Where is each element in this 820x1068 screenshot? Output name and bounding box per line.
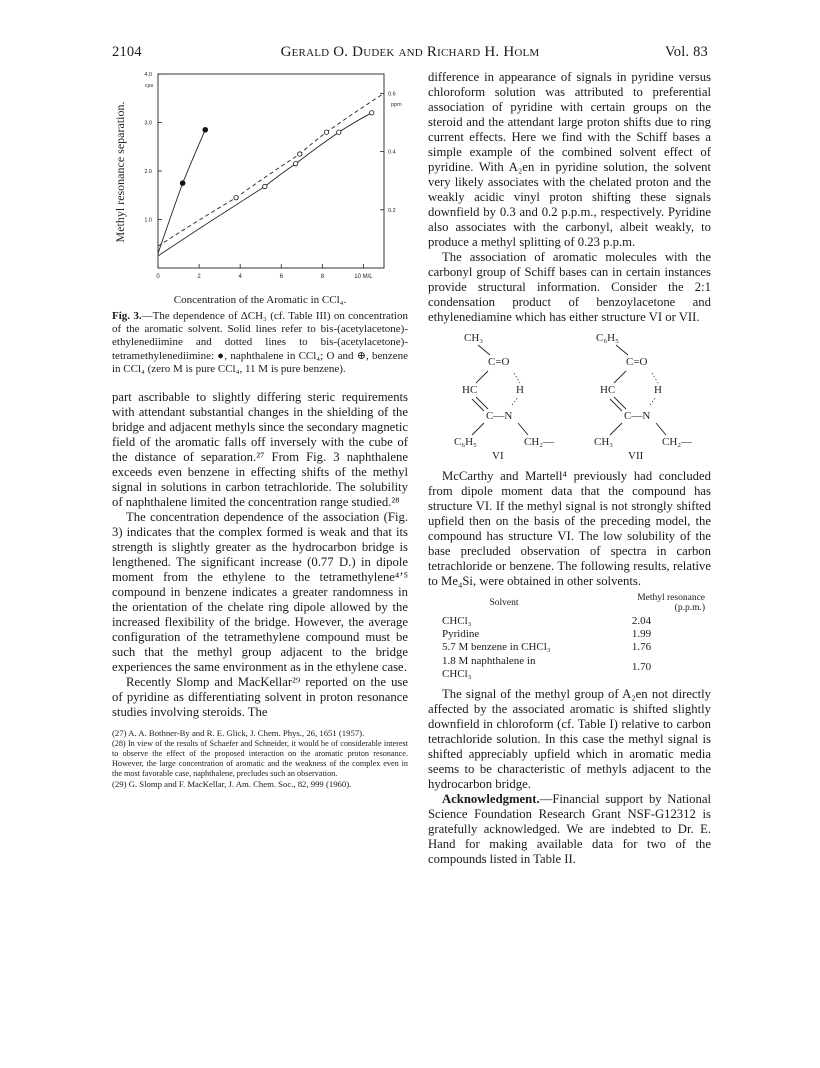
y-tick-label: 2.0 [144, 169, 152, 175]
y-axis-label: Methyl resonance separation. [113, 101, 127, 243]
solvent-cell: 5.7 M benzene in CHCl₃ [442, 641, 551, 654]
table-row [436, 628, 711, 641]
table-row [436, 615, 711, 628]
y-right-tick-label: 0.6 [388, 91, 396, 98]
volume-number: Vol. 83 [664, 44, 708, 60]
data-point [203, 127, 208, 132]
table-row [436, 641, 711, 654]
data-point [263, 184, 267, 188]
figure-3-chart [112, 64, 408, 292]
solvent-cell: 1.8 M naphthalene in CHCl₃ [442, 654, 536, 680]
vii-h: H [654, 384, 662, 396]
y-right-tick-label: 0.2 [388, 207, 396, 214]
structure-vii [594, 332, 693, 462]
resonance-column-header: Methyl resonance (p.p.m.) [637, 593, 705, 613]
data-point [180, 181, 185, 186]
vi-label: VI [492, 450, 504, 462]
y-tick-label: 1.0 [144, 217, 152, 224]
solvent-column-header: Solvent [489, 598, 519, 608]
running-head-authors: Gerald O. Dudek and Richard H. Holm [280, 44, 540, 60]
x-tick-label: 10 M/L [354, 274, 373, 280]
data-point [337, 130, 341, 134]
resonance-cell: 1.70 [631, 661, 652, 674]
vi-hc: HC [462, 384, 478, 396]
resonance-cell: 1.99 [631, 628, 652, 641]
series-line [158, 130, 205, 254]
right-paragraph-4: The signal of the methyl group of A₂en not directly affected by the associated aromatic is shifted slightly downfield in chloroform (cf. Table I) relative to carbon tetrachloride solution. In this case the methyl signal is shifted appreciably upfield which in aromatic media seems to be characteristic of methyls adjacent to the hydrocarbon bridge. [428, 687, 711, 792]
vi-top-group: CH₃ [464, 332, 484, 344]
right-paragraph-3: McCarthy and Martell⁴ previously had concluded from dipole moment data that the compound has structure VI. If the methyl signal is not strongly shifted upfield then on the basis of the preceding model, the compound has structure VI. The low solubility of the base precluded observation of spectra in carbon tetrachloride or benzene. The following results, relative to Me₄Si, were obtained in other solvents. [428, 469, 711, 588]
vii-top-group: C₆H₅ [596, 332, 619, 344]
right-paragraph-2: The association of aromatic molecules with the carbonyl group of Schiff bases can in certain instances provide structural information. Consider the 2:1 condensation product of benzoylacetone and ethylenediamine which has either structure VI or VII. [428, 250, 711, 324]
left-paragraph-3: Recently Slomp and MacKellar²⁹ reported on the use of pyridine as differentiating solvent in proton resonance studies involving steroids. The [112, 675, 408, 720]
resonance-cell: 2.04 [631, 615, 652, 627]
right-paragraph-1: difference in appearance of signals in pyridine versus chloroform solution was attributed to preferential association of pyridine with certain groups on the steroid and the attendant large proton shifts due to ring current effects. Here we find with the Schiff bases a simple example of the combined solvent effect of pyridine. With A₂en in pyridine solution, the solvent very likely associates with the chelated proton and the weakly acidic vinyl proton shifting these signals downfield by 0.3 and 0.2 p.p.m., respectively. Pyridine also associates with the carbonyl, albeit weakly, to produce a methyl splitting of 0.23 p.p.m. [428, 70, 711, 249]
data-point [234, 195, 238, 199]
acknowledgment [428, 792, 711, 867]
left-column [112, 64, 408, 789]
data-point [324, 130, 328, 134]
structure-vi [454, 332, 555, 462]
figure-caption-label: Fig. 3. [112, 310, 142, 322]
footnote-27: (27) A. A. Bothner-By and R. E. Glick, J. Chem. Phys., 26, 1651 (1957). [112, 728, 365, 739]
vi-bottom-right: CH₂— [524, 436, 555, 448]
x-tick-label: 8 [320, 274, 325, 280]
acknowledgment-text: —Financial support by National Science Foundation Research Grant NSF-G12312 is gratefully acknowledged. We are indebted to Dr. E. Hand for making available data for two of the compounds listed in Table II. [428, 792, 711, 867]
data-point [369, 111, 373, 115]
vii-carbonyl: C=O [626, 356, 648, 368]
structures-vi-vii [428, 329, 711, 465]
data-point [293, 162, 297, 166]
footnote-29: (29) G. Slomp and F. MacKellar, J. Am. Chem. Soc., 82, 999 (1960). [112, 778, 352, 789]
vi-carbonyl: C=O [488, 356, 510, 368]
x-tick-label: 2 [197, 274, 201, 280]
figure-caption [112, 310, 408, 376]
vii-hc: HC [600, 384, 616, 396]
left-paragraph-1: part ascribable to slightly differing steric requirements with attendant substantial changes in the shielding of the bridge and adjacent methyls since the secondary magnetic field of the aromatic falls off inversely with the cube of the distance of separation.²⁷ From Fig. 3 naphthalene exceeds even benzene in effecting shifts of the methyl signal in solutions in carbon tetrachloride. The solubility of naphthalene limited the concentration range studied.²⁸ [112, 390, 408, 510]
y-tick-label: 4.0 [144, 72, 152, 78]
series-line [158, 93, 384, 246]
vii-cn: C—N [624, 410, 651, 422]
vii-bottom-right: CH₂— [662, 436, 693, 448]
footnotes [112, 728, 408, 789]
y-right-tick-label: 0.4 [388, 149, 396, 156]
vi-bottom-left: C₆H₅ [454, 436, 477, 448]
acknowledgment-title: Acknowledgment. [442, 792, 540, 807]
figure-3 [112, 64, 408, 292]
page-number: 2104 [112, 44, 142, 60]
solvent-cell: CHCl₃ [442, 615, 472, 627]
x-tick-label: 0 [156, 274, 160, 280]
y-unit-right: ppm [391, 102, 402, 108]
vii-bottom-left: CH₃ [594, 436, 614, 448]
solvent-cell: Pyridine [442, 628, 480, 641]
data-point [298, 152, 302, 156]
right-column [428, 70, 711, 867]
x-axis-label: Concentration of the Aromatic in CCl₄. [173, 294, 347, 306]
y-tick-label: 3.0 [144, 120, 152, 127]
figure-caption-text: —The dependence of ΔCH₃ (cf. Table III) on concentration of the aromatic solvent. Solid lines refer to bis-(acetylacetone)-ethylenediimine and dotted lines to bis-(acetylacetone)-tetramethylenediimine: ●, naphthalene in CCl₄; O and ⊕, benzene in CCl₄ (zero M is pure CCl₄, 11 M is pure benzene). [112, 310, 408, 375]
left-paragraph-2: The concentration dependence of the association (Fig. 3) indicates that the complex formed is weak and that its strength is slightly greater as the hydrocarbon bridge is lengthened. The significant increase (0.77 D.) in dipole moment from the ethylene to the tetramethylene⁴ʼ⁵ compound in benzene indicates a greater randomness in the orientation of the chelate ring dipole allowed by the increased flexibility of the bridge. However, the average configuration of the tetramethylene compound must be such that the methyl group adjacent to the bridge experiences the same environment as in the ethylene case. [112, 510, 408, 675]
structure-diagrams [428, 329, 711, 465]
x-tick-label: 6 [279, 274, 283, 280]
footnote-28: (28) In view of the results of Schaefer and Schneider, it would be of considerable interest to observe the effect of the proposed interaction on the aromatic proton resonance. However, the large concentration of aromatic and the weakness of the complex even in the most favorable case, naphthalene, precludes such an observation. [112, 738, 408, 778]
y-unit-left: cps [144, 83, 154, 89]
vi-h: H [516, 384, 524, 396]
vi-cn: C—N [486, 410, 513, 422]
table-row [436, 655, 711, 681]
solvent-table-header [436, 593, 711, 615]
vii-label: VII [628, 450, 644, 462]
plot-frame [158, 74, 384, 268]
solvent-table [436, 593, 711, 681]
resonance-cell: 1.76 [631, 641, 652, 654]
x-tick-label: 4 [238, 274, 242, 280]
